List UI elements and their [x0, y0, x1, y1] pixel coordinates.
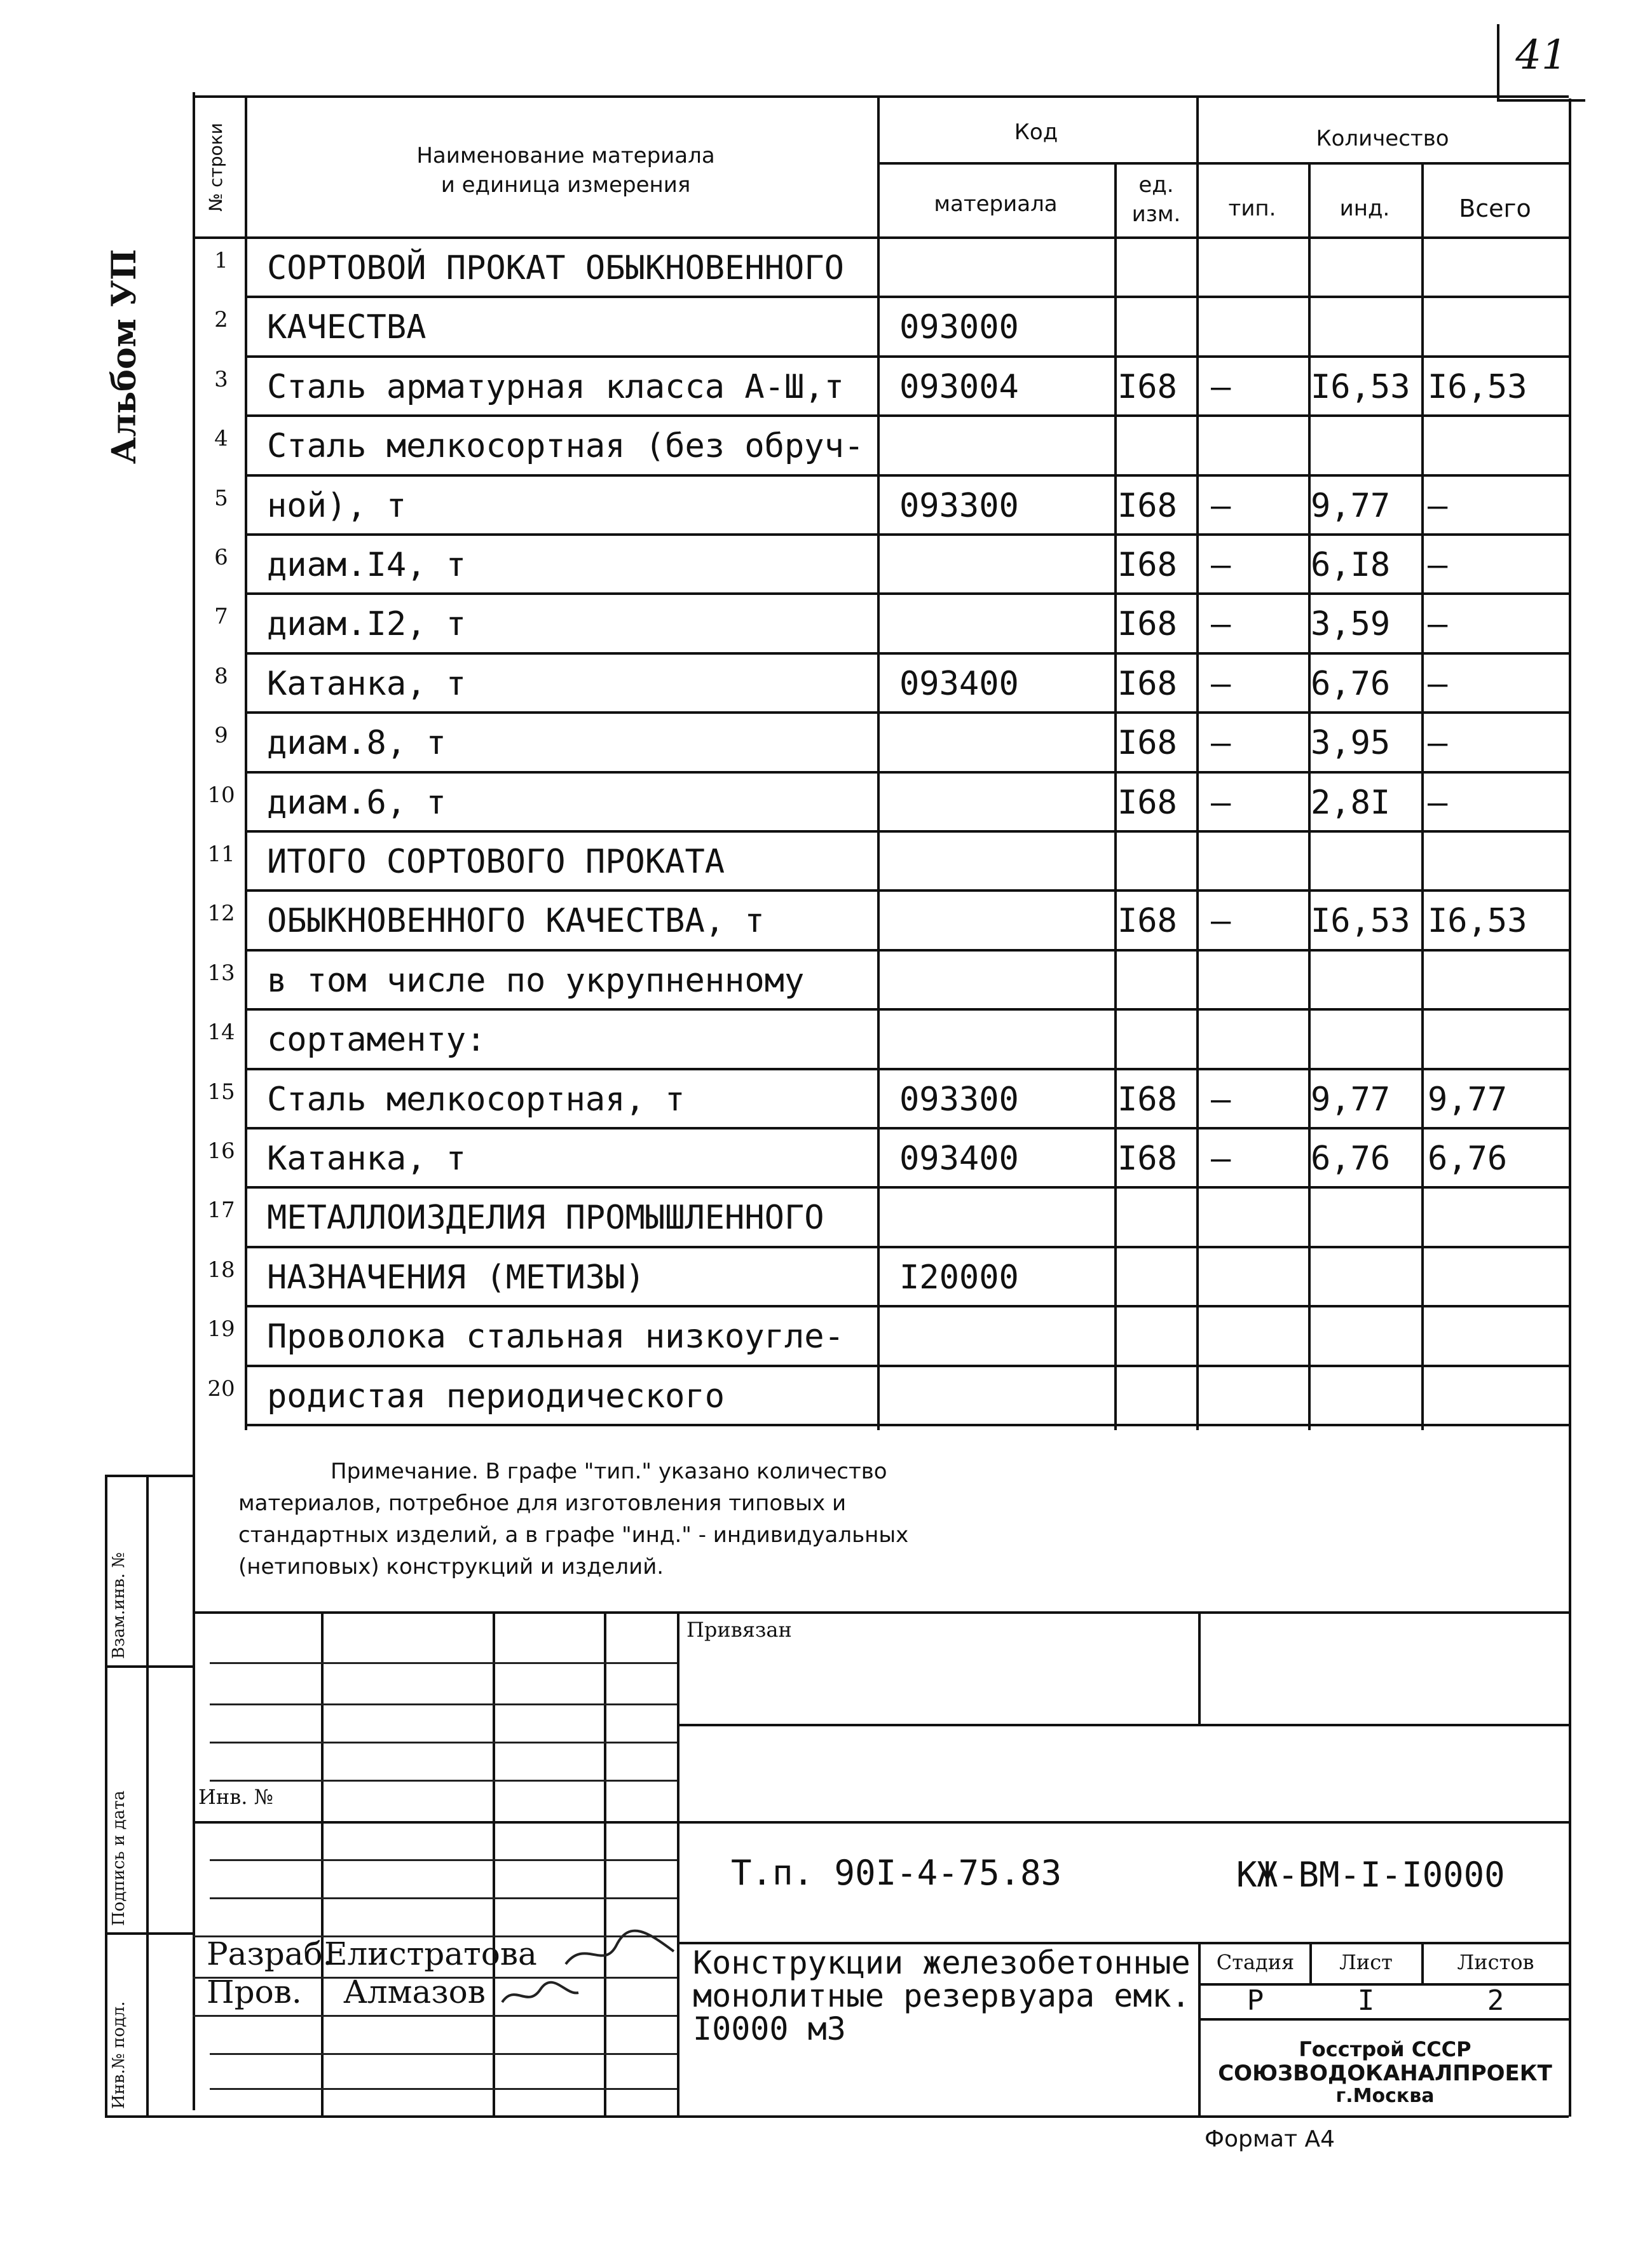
sheet-label: Лист	[1339, 1950, 1393, 1974]
cell-name: диам.I4, т	[267, 546, 467, 584]
org-line-1: Госстрой СССР	[1299, 2037, 1471, 2061]
cell-name: МЕТАЛЛОИЗДЕЛИЯ ПРОМЫШЛЕННОГО	[267, 1199, 824, 1238]
stamp-col5	[1198, 1611, 1201, 1726]
frame-left	[193, 92, 195, 2110]
cell-unit: I68	[1117, 1140, 1177, 1178]
cell-typ: –	[1211, 902, 1231, 941]
cell-code: 093300	[899, 486, 1019, 525]
sheet-value: I	[1357, 1984, 1375, 2017]
row-number: 20	[207, 1375, 235, 1402]
cell-total: –	[1428, 724, 1448, 763]
cell-name: Катанка, т	[267, 664, 467, 703]
row-divider	[245, 711, 1569, 714]
cell-name: родистая периодического	[267, 1377, 725, 1416]
drawing-title-3: I0000 м3	[693, 2010, 846, 2047]
cell-typ: –	[1211, 1140, 1231, 1178]
row-divider	[245, 474, 1569, 477]
row-divider	[245, 949, 1569, 952]
row-number: 5	[214, 485, 228, 511]
cell-name: Катанка, т	[267, 1140, 467, 1178]
signature-checker	[496, 1977, 585, 2015]
cell-name: Сталь арматурная класса А-Ш,т	[267, 367, 844, 406]
stamp-col1	[321, 1611, 324, 2117]
stamp-col6	[1198, 1942, 1201, 2117]
stamp-privyazan: Привязан	[686, 1618, 792, 1642]
row-number: 4	[214, 426, 228, 452]
cell-typ: –	[1211, 367, 1231, 406]
col-code-sep	[1114, 162, 1117, 1430]
row-number: 13	[207, 960, 235, 986]
header-code-unit: ед. изм.	[1131, 172, 1181, 227]
row-divider	[245, 1305, 1569, 1307]
row-divider	[245, 830, 1569, 833]
header-qty-ind: инд.	[1339, 196, 1390, 221]
row-divider	[245, 1068, 1569, 1070]
cell-unit: I68	[1117, 902, 1177, 941]
row-divider	[245, 652, 1569, 655]
side-label-inv: Инв.№ подл.	[109, 2001, 128, 2109]
cell-unit: I68	[1117, 546, 1177, 584]
row-number: 3	[214, 366, 228, 392]
cell-unit: I68	[1117, 664, 1177, 703]
row-number: 15	[207, 1079, 235, 1105]
cell-name: ИТОГО СОРТОВОГО ПРОКАТА	[267, 843, 725, 881]
note-line-4: (нетиповых) конструкций и изделий.	[238, 1554, 664, 1580]
row-divider	[245, 1246, 1569, 1248]
row-number: 9	[214, 723, 228, 749]
row-divider	[245, 414, 1569, 417]
cell-name: Сталь мелкосортная (без обруч-	[267, 427, 864, 466]
cell-total: I6,53	[1428, 902, 1527, 941]
cell-ind: 3,95	[1311, 724, 1391, 763]
stage-label: Стадия	[1216, 1950, 1295, 1974]
row-number: 11	[207, 842, 235, 867]
row-number: 1	[214, 248, 228, 273]
row-divider	[245, 1008, 1569, 1011]
cell-typ: –	[1211, 486, 1231, 525]
name-checker: Алмазов	[343, 1974, 486, 2010]
row-divider	[245, 1424, 1569, 1426]
cell-ind: 6,76	[1311, 1140, 1391, 1178]
header-name: Наименование материала и единица измерения	[416, 143, 715, 198]
cell-code: 093000	[899, 308, 1019, 347]
cell-code: 093004	[899, 367, 1019, 406]
frame-top	[193, 95, 1569, 98]
row-number: 19	[207, 1316, 235, 1342]
cell-ind: 9,77	[1311, 486, 1391, 525]
org-line-2: СОЮЗВОДОКАНАЛПРОЕКТ	[1218, 2061, 1552, 2086]
cell-name: СОРТОВОЙ ПРОКАТ ОБЫКНОВЕННОГО	[267, 249, 844, 287]
cell-unit: I68	[1117, 724, 1177, 763]
header-mid	[877, 162, 1569, 165]
header-code-group: Код	[1014, 119, 1058, 145]
col-ind-sep	[1421, 162, 1424, 1430]
sheet-code: КЖ-ВМ-I-I0000	[1236, 1855, 1505, 1895]
stamp-col2	[493, 1611, 495, 2117]
row-number: 2	[214, 307, 228, 333]
header-code-material: материала	[934, 191, 1058, 217]
cell-unit: I68	[1117, 486, 1177, 525]
cell-typ: –	[1211, 605, 1231, 644]
role-developer: Разраб.	[207, 1935, 333, 1972]
role-checker: Пров.	[207, 1974, 302, 2010]
cell-ind: 6,76	[1311, 664, 1391, 703]
cell-name: диам.6, т	[267, 783, 446, 822]
frame-bottom	[193, 2115, 1569, 2118]
org-line-3: г.Москва	[1335, 2085, 1435, 2107]
side-label-signature: Подпись и дата	[109, 1791, 128, 1926]
note-line-1: Примечание. В графе "тип." указано количество	[331, 1459, 887, 1484]
note-line-2: материалов, потребное для изготовления типовых и	[238, 1491, 847, 1516]
side-stamp-left	[105, 1475, 107, 2117]
side-stamp-mid	[146, 1475, 149, 2117]
side-label-replaces: Взам.инв. №	[109, 1552, 128, 1659]
format-label: Формат А4	[1205, 2126, 1335, 2152]
name-developer: Елистратова	[324, 1935, 537, 1972]
cell-total: –	[1428, 546, 1448, 584]
cell-unit: I68	[1117, 1080, 1177, 1119]
row-number: 16	[207, 1138, 235, 1164]
cell-total: –	[1428, 664, 1448, 703]
row-number: 18	[207, 1257, 235, 1283]
header-qty-typ: тип.	[1228, 196, 1276, 221]
row-number: 17	[207, 1198, 235, 1224]
cell-typ: –	[1211, 546, 1231, 584]
cell-unit: I68	[1117, 367, 1177, 406]
cell-typ: –	[1211, 1080, 1231, 1119]
cell-name: НАЗНАЧЕНИЯ (МЕТИЗЫ)	[267, 1258, 645, 1297]
row-number: 14	[207, 1020, 235, 1046]
note-line-3: стандартных изделий, а в графе "инд." - индивидуальных	[238, 1522, 909, 1548]
cell-total: 9,77	[1428, 1080, 1508, 1119]
row-number: 10	[207, 782, 235, 808]
cell-ind: 3,59	[1311, 605, 1391, 644]
cell-code: 093400	[899, 1140, 1019, 1178]
cell-name: Проволока стальная низкоугле-	[267, 1318, 844, 1356]
row-divider	[245, 355, 1569, 358]
cell-name: сортаменту:	[267, 1021, 486, 1060]
cell-name: КАЧЕСТВА	[267, 308, 427, 347]
cell-total: –	[1428, 486, 1448, 525]
cell-total: –	[1428, 783, 1448, 822]
stamp-top	[193, 1611, 1569, 1614]
cell-name: диам.I2, т	[267, 605, 467, 644]
row-divider	[245, 296, 1569, 298]
cell-ind: 9,77	[1311, 1080, 1391, 1119]
stamp-col4	[677, 1611, 679, 2117]
cell-total: –	[1428, 605, 1448, 644]
header-qty-total: Всего	[1459, 194, 1531, 222]
cell-total: I6,53	[1428, 367, 1527, 406]
row-divider	[245, 1186, 1569, 1189]
cell-ind: 2,8I	[1311, 783, 1391, 822]
cell-name: Сталь мелкосортная, т	[267, 1080, 685, 1119]
cell-typ: –	[1211, 783, 1231, 822]
doc-code: Т.п. 90I-4-75.83	[731, 1853, 1062, 1893]
row-divider	[245, 533, 1569, 536]
page-number: 41	[1515, 32, 1567, 79]
cell-name: в том числе по укрупненному	[267, 961, 805, 1000]
cell-ind: I6,53	[1311, 902, 1410, 941]
cell-code: 093400	[899, 664, 1019, 703]
cell-unit: I68	[1117, 783, 1177, 822]
row-number: 8	[214, 663, 228, 689]
cell-code: 093300	[899, 1080, 1019, 1119]
row-number: 6	[214, 545, 228, 570]
header-rownum: № строки	[205, 123, 226, 212]
stamp-inv-no: Инв. №	[198, 1785, 273, 1809]
cell-ind: I6,53	[1311, 367, 1410, 406]
cell-code: I20000	[899, 1258, 1019, 1297]
cell-name: ОБЫКНОВЕННОГО КАЧЕСТВА, т	[267, 902, 765, 941]
header-qty-group: Количество	[1316, 126, 1449, 151]
drawing-title-2: монолитные резервуара емк.	[693, 1977, 1191, 2014]
cell-total: 6,76	[1428, 1140, 1508, 1178]
album-label: Альбом УП	[105, 249, 144, 464]
cell-ind: 6,I8	[1311, 546, 1391, 584]
row-divider	[245, 1127, 1569, 1129]
sheets-value: 2	[1487, 1984, 1505, 2017]
row-divider	[245, 889, 1569, 892]
cell-name: ной), т	[267, 486, 407, 525]
row-divider	[245, 1365, 1569, 1367]
stamp-row-a	[677, 1724, 1569, 1726]
row-number: 7	[214, 604, 228, 630]
row-number: 12	[207, 901, 235, 927]
cell-unit: I68	[1117, 605, 1177, 644]
stamp-row-b	[193, 1821, 1569, 1824]
drawing-title-1: Конструкции железобетонные	[693, 1944, 1191, 1981]
signature-developer	[559, 1926, 686, 1977]
row-divider	[245, 592, 1569, 595]
stamp-col3	[604, 1611, 606, 2117]
stage-value: Р	[1246, 1984, 1264, 2017]
cell-name: диам.8, т	[267, 724, 446, 763]
header-bottom	[193, 236, 1569, 239]
frame-right	[1569, 99, 1571, 2117]
cell-typ: –	[1211, 724, 1231, 763]
row-divider	[245, 771, 1569, 774]
cell-typ: –	[1211, 664, 1231, 703]
sheets-label: Листов	[1457, 1950, 1534, 1974]
